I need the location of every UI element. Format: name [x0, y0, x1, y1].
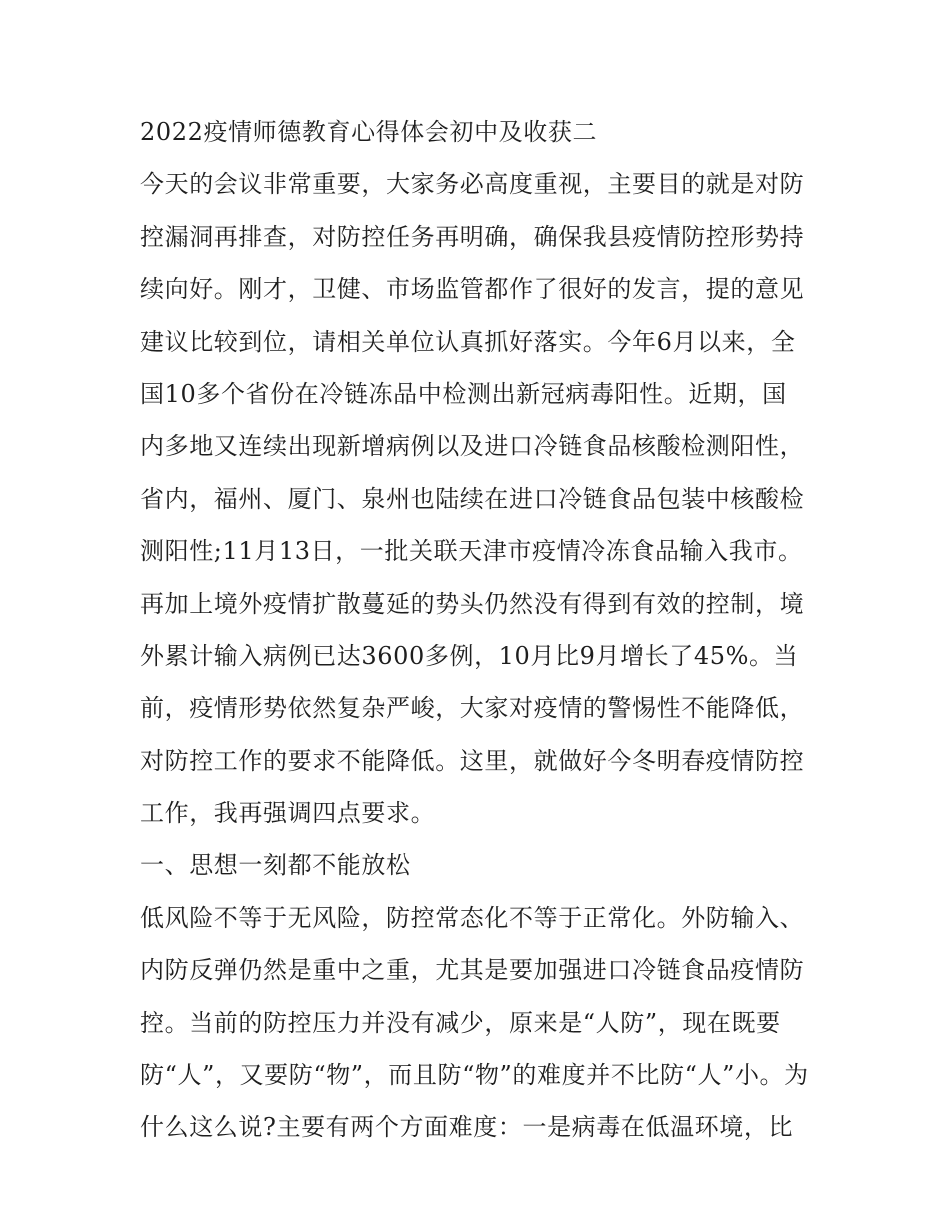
paragraph-line: 控漏洞再排查，对防控任务再明确，确保我县疫情防控形势持 — [140, 222, 805, 251]
paragraph-line: 前，疫情形势依然复杂严峻，大家对疫情的警惕性不能降低， — [140, 694, 805, 723]
paragraph-line: 低风险不等于无风险，防控常态化不等于正常化。外防输入、 — [140, 903, 805, 932]
document-body — [140, 106, 820, 1154]
paragraph-line: 省内，福州、厦门、泉州也陆续在进口冷链食品包装中核酸检 — [140, 484, 805, 513]
paragraph-line: 内防反弹仍然是重中之重，尤其是要加强进口冷链食品疫情防 — [140, 956, 805, 985]
paragraph-line: 续向好。刚才，卫健、市场监管都作了很好的发言，提的意见 — [140, 275, 805, 304]
section-heading: 一、思想一刻都不能放松 — [140, 851, 411, 880]
paragraph-line: 建议比较到位，请相关单位认真抓好落实。今年6月以来，全 — [140, 327, 796, 356]
paragraph-line: 防“人”，又要防“物”，而且防“物”的难度并不比防“人”小。为 — [140, 1061, 809, 1090]
paragraph-line: 什么这么说?主要有两个方面难度：一是病毒在低温环境，比 — [140, 1113, 794, 1142]
paragraph-line: 内多地又连续出现新增病例以及进口冷链食品核酸检测阳性， — [140, 432, 805, 461]
paragraph-line: 外累计输入病例已达3600多例，10月比9月增长了45%。当 — [140, 641, 799, 670]
document-title: 2022疫情师德教育心得体会初中及收获二 — [140, 118, 598, 146]
paragraph-line: 控。当前的防控压力并没有减少，原来是“人防”，现在既要 — [140, 1008, 781, 1037]
paragraph-line: 再加上境外疫情扩散蔓延的势头仍然没有得到有效的控制，境 — [140, 589, 805, 618]
paragraph-line: 今天的会议非常重要，大家务必高度重视，主要目的就是对防 — [140, 170, 805, 199]
paragraph-line: 国10多个省份在冷链冻品中检测出新冠病毒阳性。近期，国 — [140, 379, 787, 408]
paragraph-line: 对防控工作的要求不能降低。这里，就做好今冬明春疫情防控 — [140, 746, 805, 775]
paragraph-line: 测阳性;11月13日，一批关联天津市疫情冷冻食品输入我市。 — [140, 537, 803, 566]
paragraph-line: 工作，我再强调四点要求。 — [140, 799, 436, 828]
